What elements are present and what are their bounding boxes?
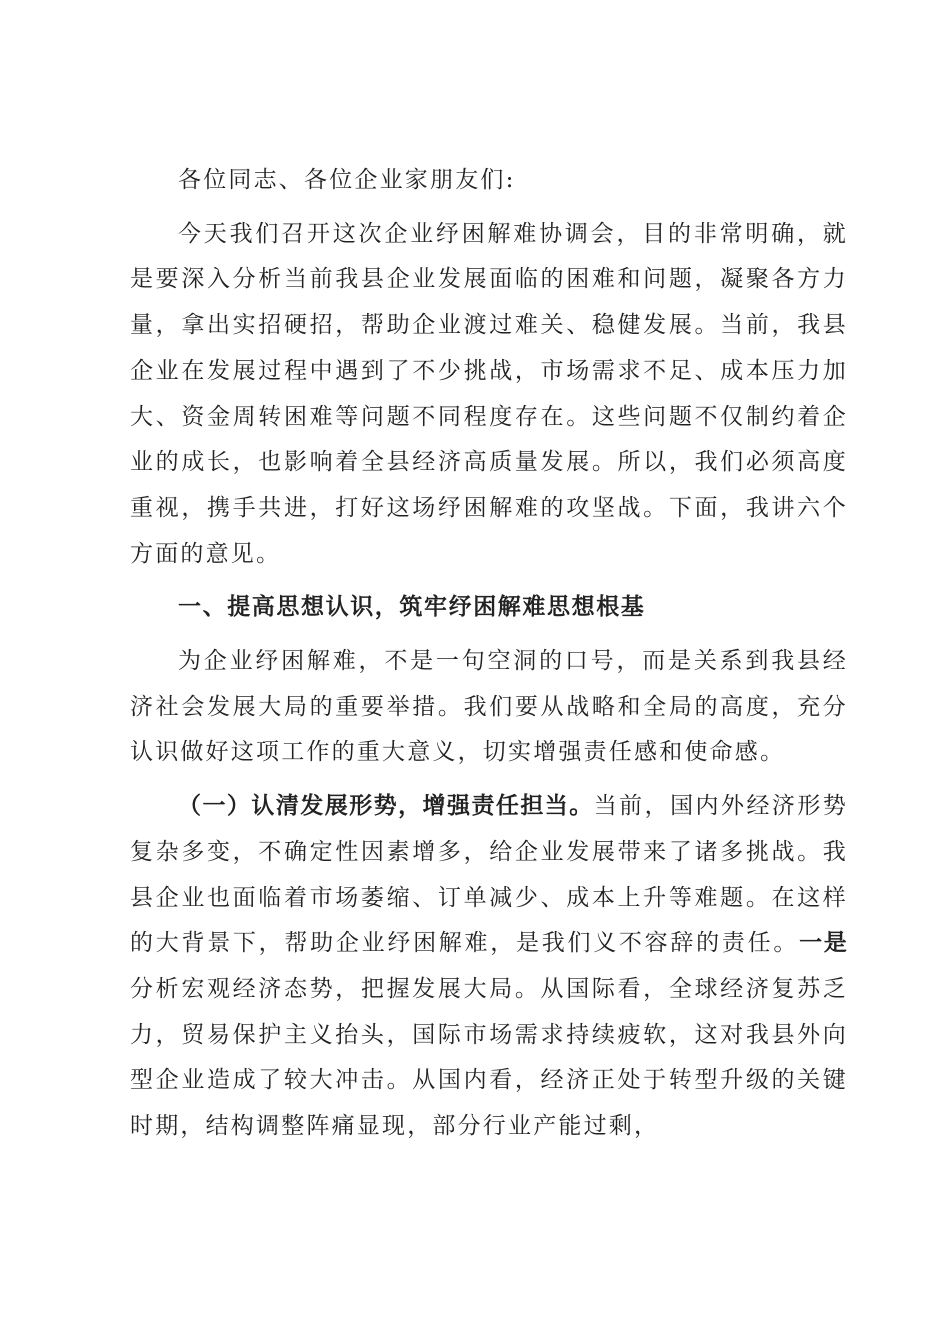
salutation: 各位同志、各位企业家朋友们: (178, 167, 516, 193)
section-heading-1: 一、提高思想认识，筑牢纾困解难思想根基 (178, 594, 646, 621)
subsection-1-paragraph (130, 784, 848, 1150)
subsection-1-text-b: 分析宏观经济态势，把握发展大局。从国际看，全球经济复苏乏力，贸易保护主义抬头，国际市场需求持续疲软，这对我县外向型企业造成了较大冲击。从国内看，经济正处于转型升级的关键时期，结构调整阵痛显现，部分行业产能过剩， (130, 975, 848, 1140)
subsection-1-title: （一）认清发展形势，增强责任担当。 (178, 793, 594, 820)
subsection-1-text-a: 当前，国内外经济形势复杂多变，不确定性因素增多，给企业发展带来了诸多挑战。我县企业也面临着市场萎缩、订单减少、成本上升等难题。在这样的大背景下，帮助企业纾困解难，是我们义不容辞的责任。 (130, 793, 849, 957)
section-1-paragraph: 为企业纾困解难，不是一句空洞的口号，而是关系到我县经济社会发展大局的重要举措。我们要从战略和全局的高度，充分认识做好这项工作的重大意义，切实增强责任感和使命感。 (130, 648, 848, 766)
point-1-label: 一是 (799, 930, 848, 957)
intro-paragraph: 今天我们召开这次企业纾困解难协调会，目的非常明确，就是要深入分析当前我县企业发展面临的困难和问题，凝聚各方力量，拿出实招硬招，帮助企业渡过难关、稳健发展。当前，我县企业在发展过程中遇到了不少挑战，市场需求不足、成本压力加大、资金周转困难等问题不同程度存在。这些问题不仅制约着企业的成长，也影响着全县经济高质量发展。所以，我们必须高度重视，携手共进，打好这场纾困解难的攻坚战。下面，我讲六个方面的意见。 (130, 220, 848, 567)
document-body (130, 158, 848, 1158)
